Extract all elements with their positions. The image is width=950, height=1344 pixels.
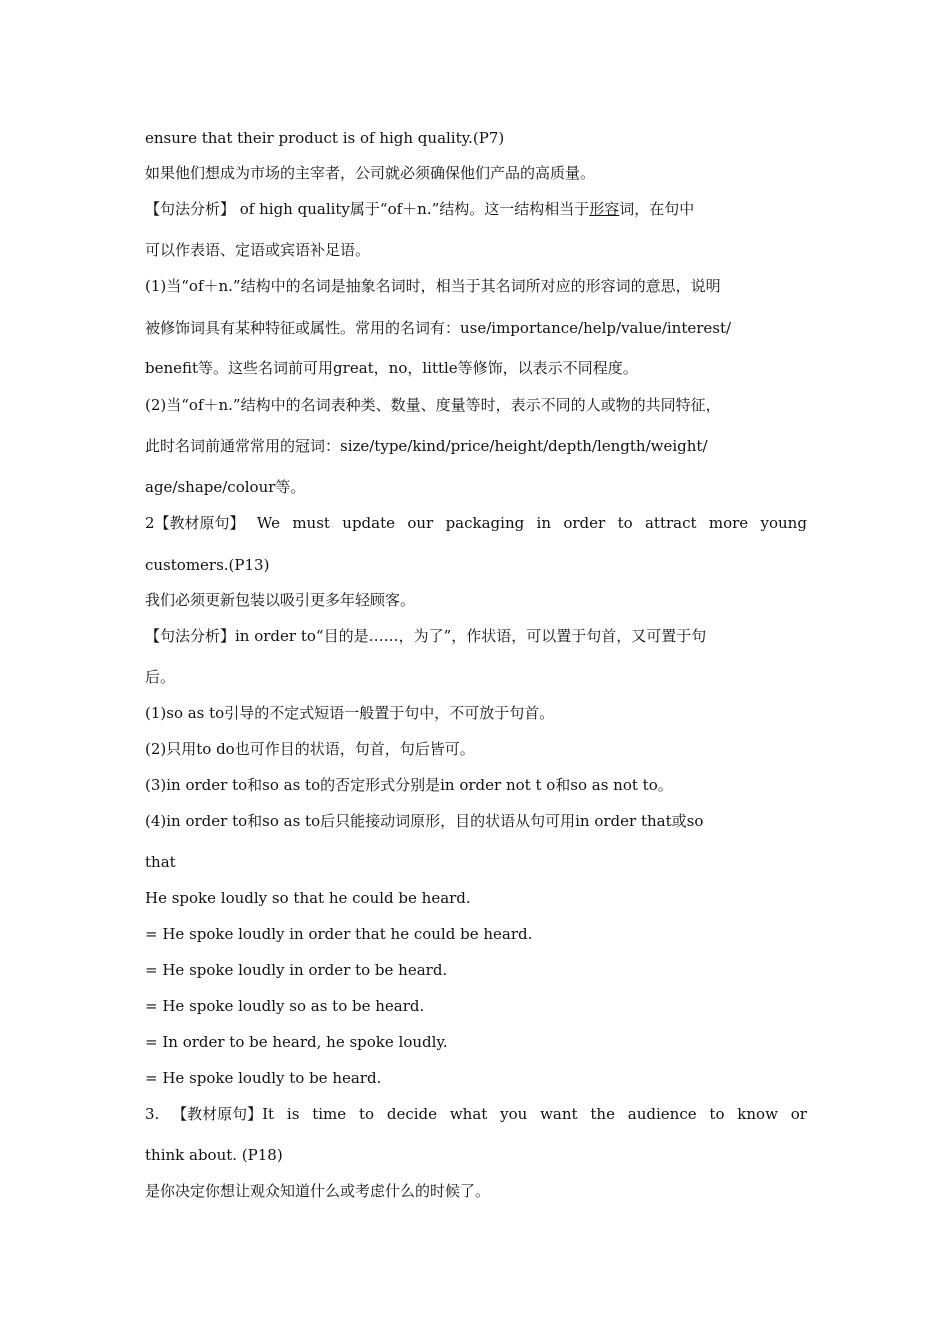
- text-line: He spoke loudly so that he could be heard.: [145, 889, 471, 907]
- underlined-word: 形容: [589, 200, 620, 218]
- word: order: [563, 514, 606, 532]
- text-line: think about. (P18): [145, 1146, 283, 1164]
- text-line: = In order to be heard, he spoke loudly.: [145, 1033, 448, 1051]
- word: 此时名词前通常常用的冠词：size/type/kind/price/height/depth/length/weight/: [145, 437, 708, 455]
- text-line: 如果他们想成为市场的主宰者，公司就必须确保他们产品的高质量。: [145, 164, 596, 182]
- text-line: customers.(P13): [145, 556, 270, 574]
- text-line: [145, 199, 807, 219]
- word: audience: [627, 1105, 697, 1123]
- text-line: 被修饰词具有某种特征或属性。常用的名词有：use/importance/help/value/interest/: [145, 319, 732, 337]
- word: you: [500, 1105, 528, 1123]
- word: is: [286, 1105, 300, 1123]
- word: know: [737, 1105, 778, 1123]
- word: what: [449, 1105, 488, 1123]
- text-line: 可以作表语、定语或宾语补足语。: [145, 241, 371, 259]
- word: to: [709, 1105, 725, 1123]
- text-line: (1)so as to引导的不定式短语一般置于句中，不可放于句首。: [145, 704, 555, 722]
- text-line: [145, 513, 807, 533]
- text-line: [145, 436, 807, 456]
- text-line: 后。: [145, 668, 176, 686]
- word: 2【教材原句】: [145, 514, 245, 532]
- word: update: [342, 514, 395, 532]
- text-line: that: [145, 853, 176, 871]
- text-line: [145, 1104, 807, 1124]
- word: 3.: [145, 1105, 160, 1123]
- word: to: [358, 1105, 375, 1123]
- word: young: [760, 514, 807, 532]
- text-segment: 词，在句中: [619, 200, 695, 218]
- text-line: = He spoke loudly to be heard.: [145, 1069, 382, 1087]
- word: more: [708, 514, 749, 532]
- text-segment: 【句法分析】 of high quality属于“of＋n.”结构。这一结构相当于: [145, 200, 590, 218]
- text-line: (3)in order to和so as to的否定形式分别是in order not t o和so as not to。: [145, 776, 673, 794]
- word: packaging: [445, 514, 525, 532]
- text-line: (2)只用to do也可作目的状语，句首，句后皆可。: [145, 740, 475, 758]
- text-line: 是你决定你想让观众知道什么或考虑什么的时候了。: [145, 1182, 491, 1200]
- text-line: (1)当“of＋n.”结构中的名词是抽象名词时，相当于其名词所对应的形容词的意思，说明: [145, 277, 721, 295]
- word: We: [256, 514, 280, 532]
- text-line: = He spoke loudly in order to be heard.: [145, 961, 448, 979]
- word: must: [292, 514, 330, 532]
- word: the: [590, 1105, 615, 1123]
- text-line: (4)in order to和so as to后只能接动词原形，目的状语从句可用in order that或so: [145, 812, 704, 830]
- text-line: = He spoke loudly in order that he could be heard.: [145, 925, 533, 943]
- word: decide: [386, 1105, 437, 1123]
- text-line: ensure that their product is of high quality.(P7): [145, 129, 505, 147]
- text-line: 我们必须更新包装以吸引更多年轻顾客。: [145, 591, 416, 609]
- word: 【教材原句】It: [172, 1105, 275, 1123]
- word: in: [536, 514, 552, 532]
- word: or: [790, 1105, 807, 1123]
- word: attract: [644, 514, 697, 532]
- text-line: (2)当“of＋n.”结构中的名词表种类、数量、度量等时，表示不同的人或物的共同特征，: [145, 396, 721, 414]
- word: our: [407, 514, 434, 532]
- text-line: = He spoke loudly so as to be heard.: [145, 997, 425, 1015]
- word: to: [617, 514, 633, 532]
- word: time: [312, 1105, 347, 1123]
- text-line: 【句法分析】in order to“目的是……，为了”，作状语，可以置于句首，又可置于句: [145, 627, 707, 645]
- text-line: age/shape/colour等。: [145, 478, 306, 496]
- text-line: benefit等。这些名词前可用great，no，little等修饰，以表示不同程度。: [145, 359, 638, 377]
- word: want: [540, 1105, 578, 1123]
